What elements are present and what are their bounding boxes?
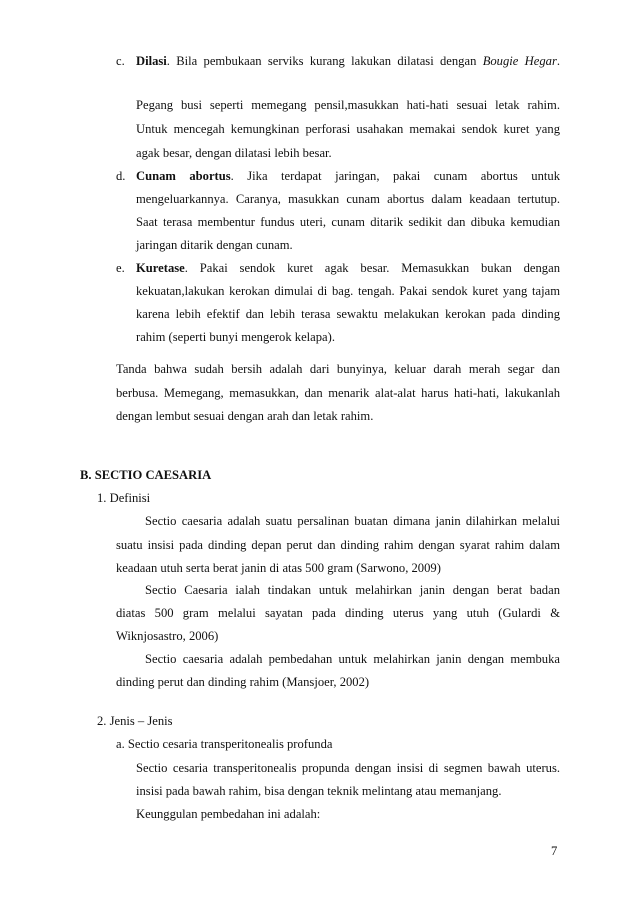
- item-c-line-1-end: .: [556, 54, 560, 68]
- item-c-line-4: agak besar, dengan dilatasi lebih besar.: [136, 146, 332, 160]
- item-e-line-3: karena lebih efektif dan lebih terasa sewaktu melakukan kerokan pada dinding: [136, 307, 560, 321]
- item-e-term: Kuretase: [136, 261, 185, 275]
- definition-2-line-1: Sectio Caesaria ialah tindakan untuk melahirkan janin dengan berat badan: [145, 583, 560, 597]
- item-d-line-1: [136, 168, 560, 184]
- jenis-line-3: Keunggulan pembedahan ini adalah:: [136, 807, 321, 821]
- subsection-jenis: 2. Jenis – Jenis: [97, 714, 173, 728]
- item-e-line-2: kekuatan,lakukan kerokan dimulai di bag. tengah. Pakai sendok kuret yang tajam: [136, 284, 560, 298]
- item-e-line-1: [136, 260, 560, 276]
- list-marker-c: c.: [116, 54, 125, 68]
- list-marker-d: d.: [116, 169, 126, 183]
- list-marker-e: e.: [116, 261, 125, 275]
- item-d-line-1-text: . Jika terdapat jaringan, pakai cunam abortus untuk: [230, 169, 560, 183]
- definition-3-line-2: dinding perut dan dinding rahim (Mansjoer, 2002): [116, 675, 370, 689]
- definition-2-line-2: diatas 500 gram melalui sayatan pada dinding uterus yang utuh (Gulardi &: [116, 606, 560, 620]
- item-c-term: Dilasi: [136, 54, 167, 68]
- item-c-line-1: [136, 53, 560, 69]
- definition-1-line-1: Sectio caesaria adalah suatu persalinan buatan dimana janin dilahirkan melalui: [145, 514, 560, 528]
- subsection-definisi: 1. Definisi: [97, 491, 151, 505]
- definition-2-line-3: Wiknjosastro, 2006): [116, 629, 219, 643]
- definition-3-line-1: Sectio caesaria adalah pembedahan untuk melahirkan janin dengan membuka: [145, 652, 560, 666]
- item-c-line-2: Pegang busi seperti memegang pensil,masukkan hati-hati sesuai letak rahim.: [136, 98, 560, 112]
- definition-1-line-2: suatu insisi pada dinding depan perut dan dinding rahim dengan syarat rahim dalam: [116, 538, 560, 552]
- closing-paragraph-line-2: berbusa. Memegang, memasukkan, dan menarik alat-alat harus hati-hati, lakukanlah: [116, 386, 560, 400]
- definition-1-line-3: keadaan utuh serta berat janin di atas 500 gram (Sarwono, 2009): [116, 561, 441, 575]
- item-c-italic-term: Bougie Hegar: [482, 54, 557, 68]
- jenis-line-2: insisi pada bawah rahim, bisa dengan teknik melintang atau memanjang.: [136, 784, 502, 798]
- item-d-line-3: Saat terasa membentur fundus uteri, cunam ditarik sedikit dan dibuka kemudian: [136, 215, 560, 229]
- section-heading: B. SECTIO CAESARIA: [80, 468, 212, 482]
- closing-paragraph-line-1: Tanda bahwa sudah bersih adalah dari bunyinya, keluar darah merah segar dan: [116, 362, 560, 376]
- item-d-line-2: mengeluarkannya. Caranya, masukkan cunam abortus dalam keadaan tertutup.: [136, 192, 560, 206]
- item-e-line-4: rahim (seperti bunyi mengerok kelapa).: [136, 330, 335, 344]
- jenis-item-a: a. Sectio cesaria transperitonealis profunda: [116, 737, 333, 751]
- item-e-line-1-text: . Pakai sendok kuret agak besar. Memasukkan bukan dengan: [184, 261, 560, 275]
- item-c-line-3: Untuk mencegah kemungkinan perforasi usahakan memakai sendok kuret yang: [136, 122, 560, 136]
- item-d-term: Cunam abortus: [136, 169, 231, 183]
- jenis-line-1: Sectio cesaria transperitonealis propunda dengan insisi di segmen bawah uterus.: [136, 761, 560, 775]
- page-number: 7: [551, 844, 558, 858]
- closing-paragraph-line-3: dengan lembut sesuai dengan arah dan letak rahim.: [116, 409, 374, 423]
- item-c-line-1-text: . Bila pembukaan serviks kurang lakukan dilatasi dengan: [166, 54, 477, 68]
- item-d-line-4: jaringan ditarik dengan cunam.: [136, 238, 293, 252]
